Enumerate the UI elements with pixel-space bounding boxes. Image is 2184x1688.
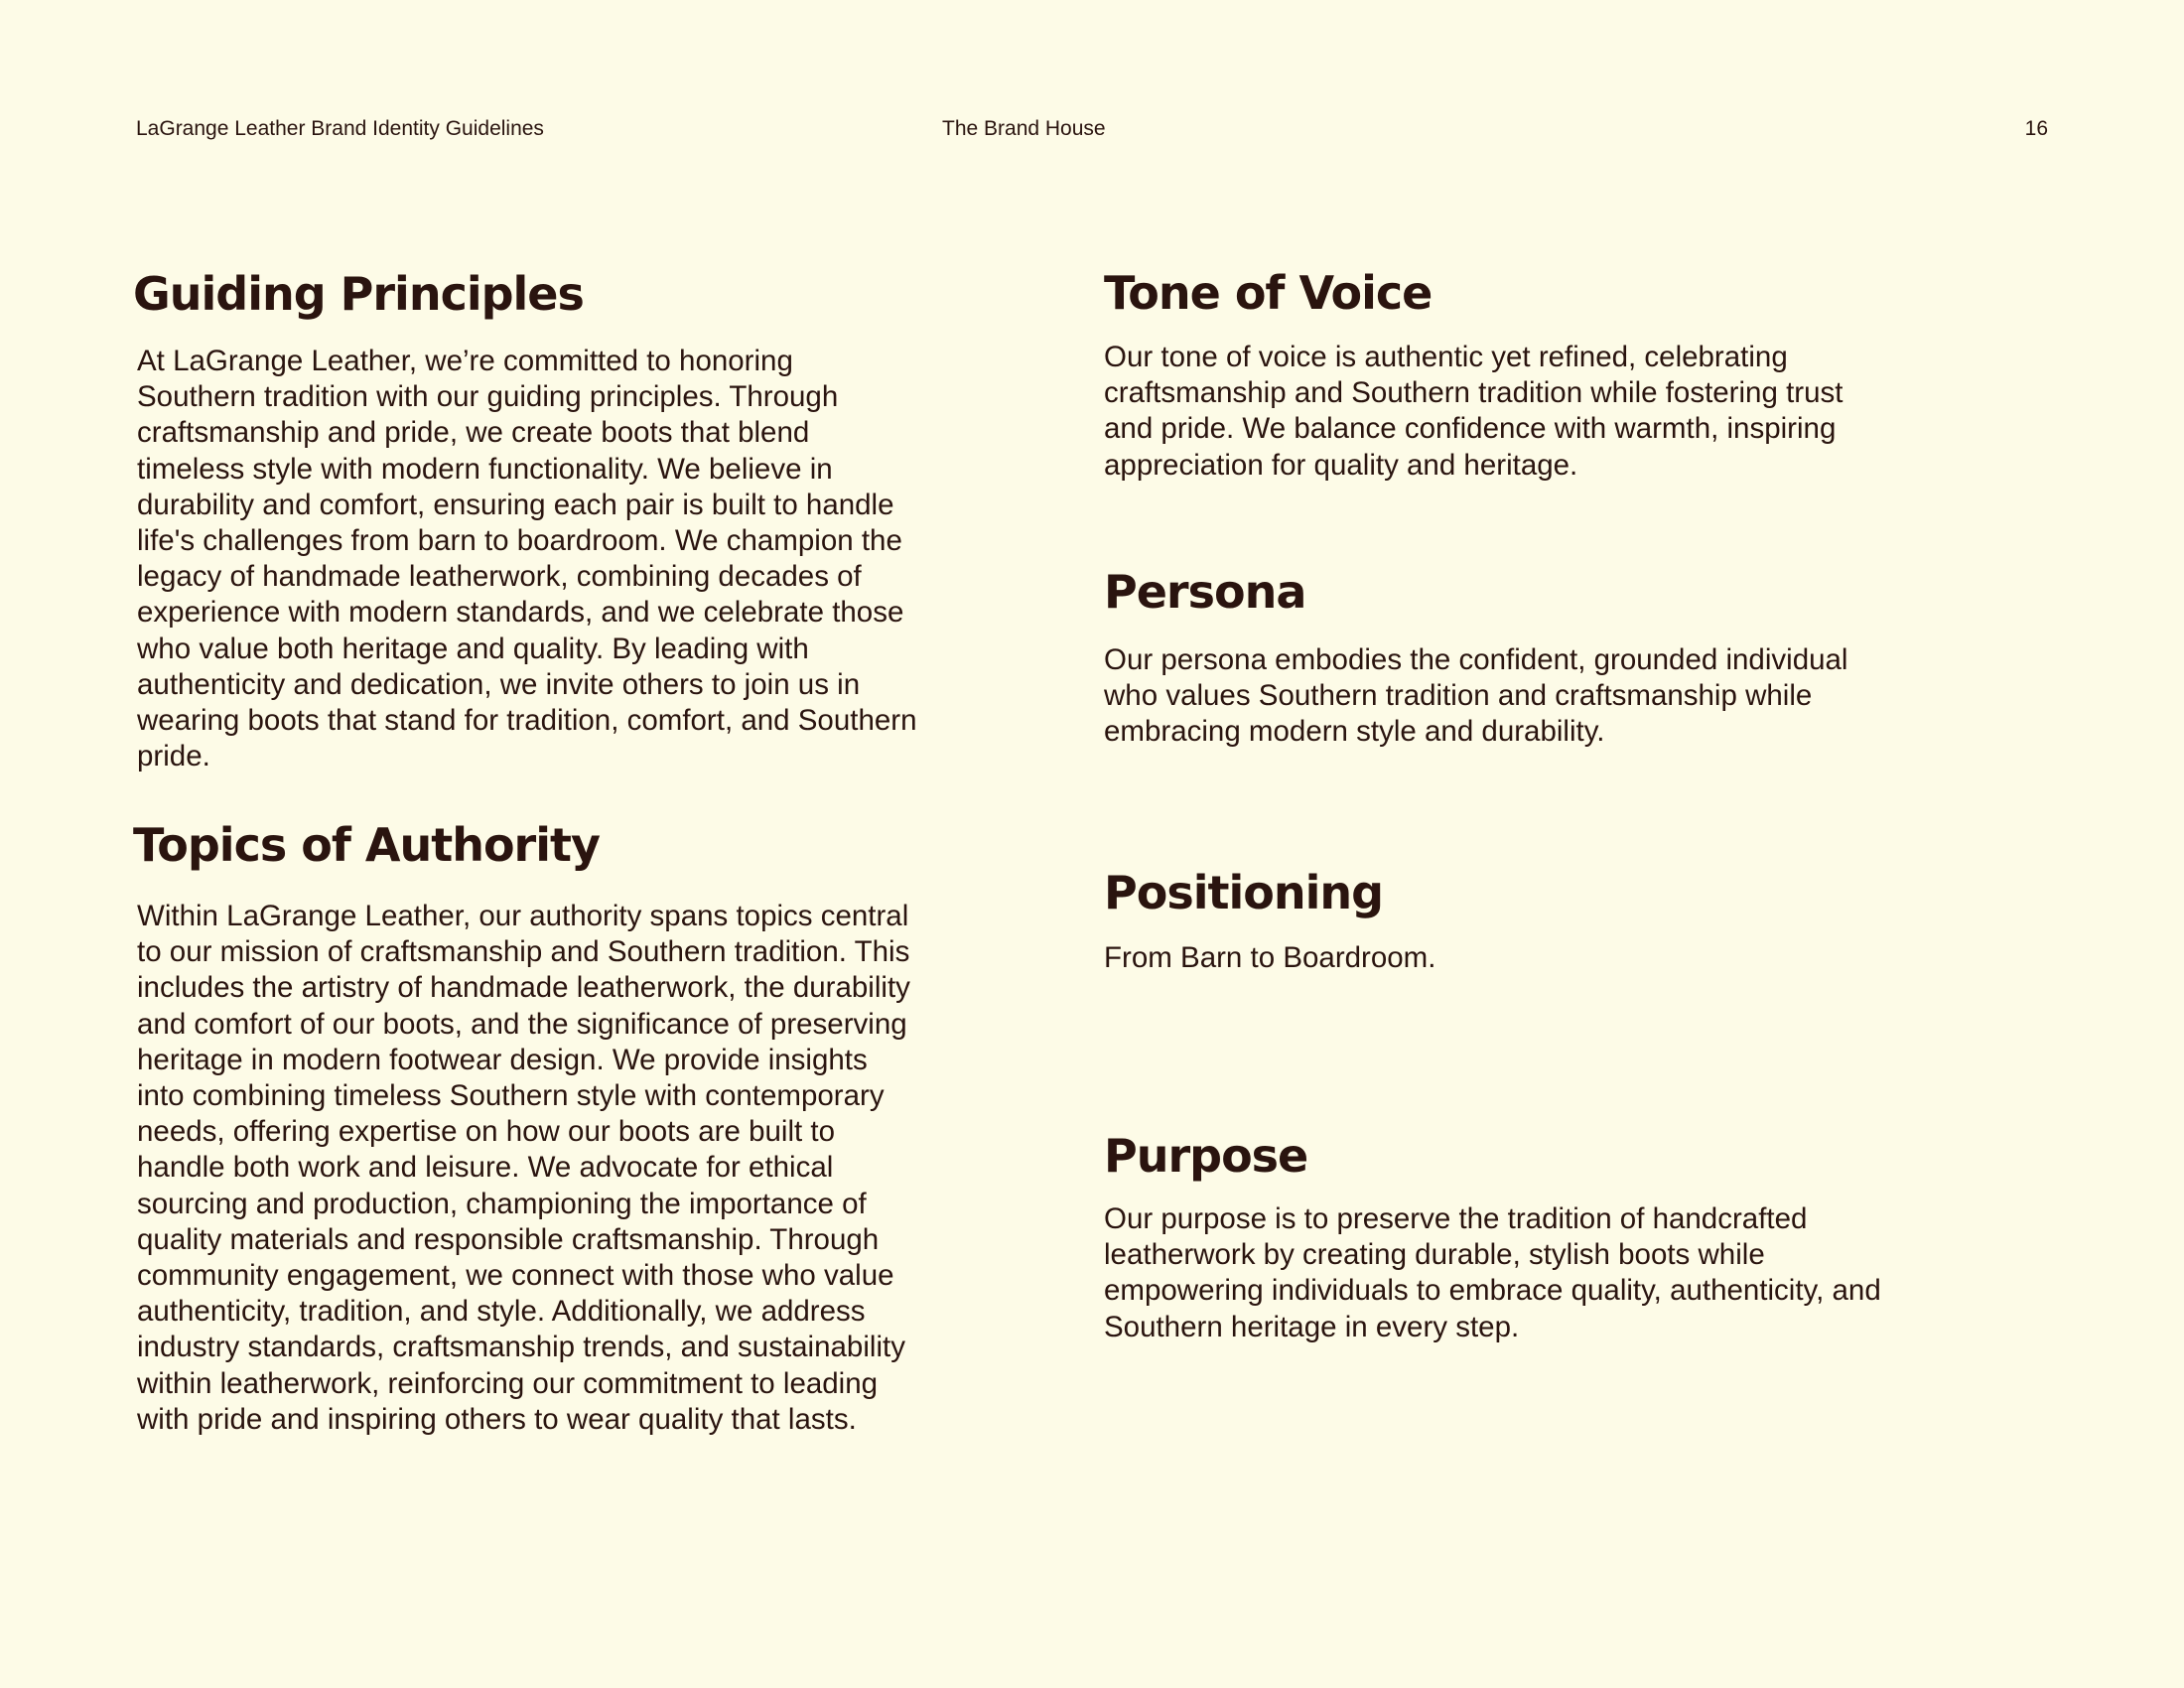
guiding-principles-body: At LaGrange Leather, we’re committed to honoring Southern tradition with our guiding principles. Through craftsmanship and pride, we create boots that blend timeless style with modern functionality. We believe in durability and comfort, ensuring each pair is built to handle life's challenges from barn to boardroom. We champion the legacy of handmade leatherwork, combining decades of experience with modern standards, and we celebrate those who value both heritage and quality. By leading with authenticity and dedication, we invite others to join us in wearing boots that stand for tradition, comfort, and Southern pride. (137, 345, 917, 774)
topics-of-authority-heading: Topics of Authority (133, 818, 600, 872)
persona-body: Our persona embodies the confident, grounded individual who values Southern tradition and craftsmanship while embracing modern style and durability. (1104, 643, 1848, 749)
topics-of-authority-section (133, 817, 917, 1438)
purpose-heading: Purpose (1104, 1129, 1308, 1183)
positioning-heading: Positioning (1104, 866, 1384, 919)
chapter-title: The Brand House (942, 117, 1106, 140)
tone-of-voice-body: Our tone of voice is authentic yet refined, celebrating craftsmanship and Southern tradition while fostering trust and pride. We balance confidence with warmth, inspiring appreciation for quality and heritage. (1104, 341, 1843, 482)
persona-section (1104, 564, 1898, 751)
purpose-section (1104, 1128, 1898, 1345)
guiding-principles-heading: Guiding Principles (133, 267, 584, 321)
positioning-section (1104, 865, 1898, 976)
guiding-principles-section (133, 266, 917, 774)
document-title: LaGrange Leather Brand Identity Guidelines (136, 117, 544, 140)
page-number: 16 (2024, 117, 2048, 140)
tone-of-voice-section (1104, 265, 1898, 484)
persona-heading: Persona (1104, 565, 1306, 619)
tone-of-voice-heading: Tone of Voice (1104, 266, 1433, 320)
topics-of-authority-body: Within LaGrange Leather, our authority spans topics central to our mission of craftsmanship and Southern tradition. This includes the artistry of handmade leatherwork, the durability and comfort of our boots, and the significance of preserving heritage in modern footwear design. We provide insights into combining timeless Southern style with contemporary needs, offering expertise on how our boots are built to handle both work and leisure. We advocate for ethical sourcing and production, championing the importance of quality materials and responsible craftsmanship. Through community engagement, we connect with those who value authenticity, tradition, and style. Additionally, we address industry standards, craftsmanship trends, and sustainability within leatherwork, reinforcing our commitment to leading with pride and inspiring others to wear quality that lasts. (137, 900, 910, 1436)
purpose-body: Our purpose is to preserve the tradition of handcrafted leatherwork by creating durable, stylish boots while empowering individuals to embrace quality, authenticity, and Southern heritage in every step. (1104, 1202, 1881, 1343)
positioning-body: From Barn to Boardroom. (1104, 941, 1436, 974)
